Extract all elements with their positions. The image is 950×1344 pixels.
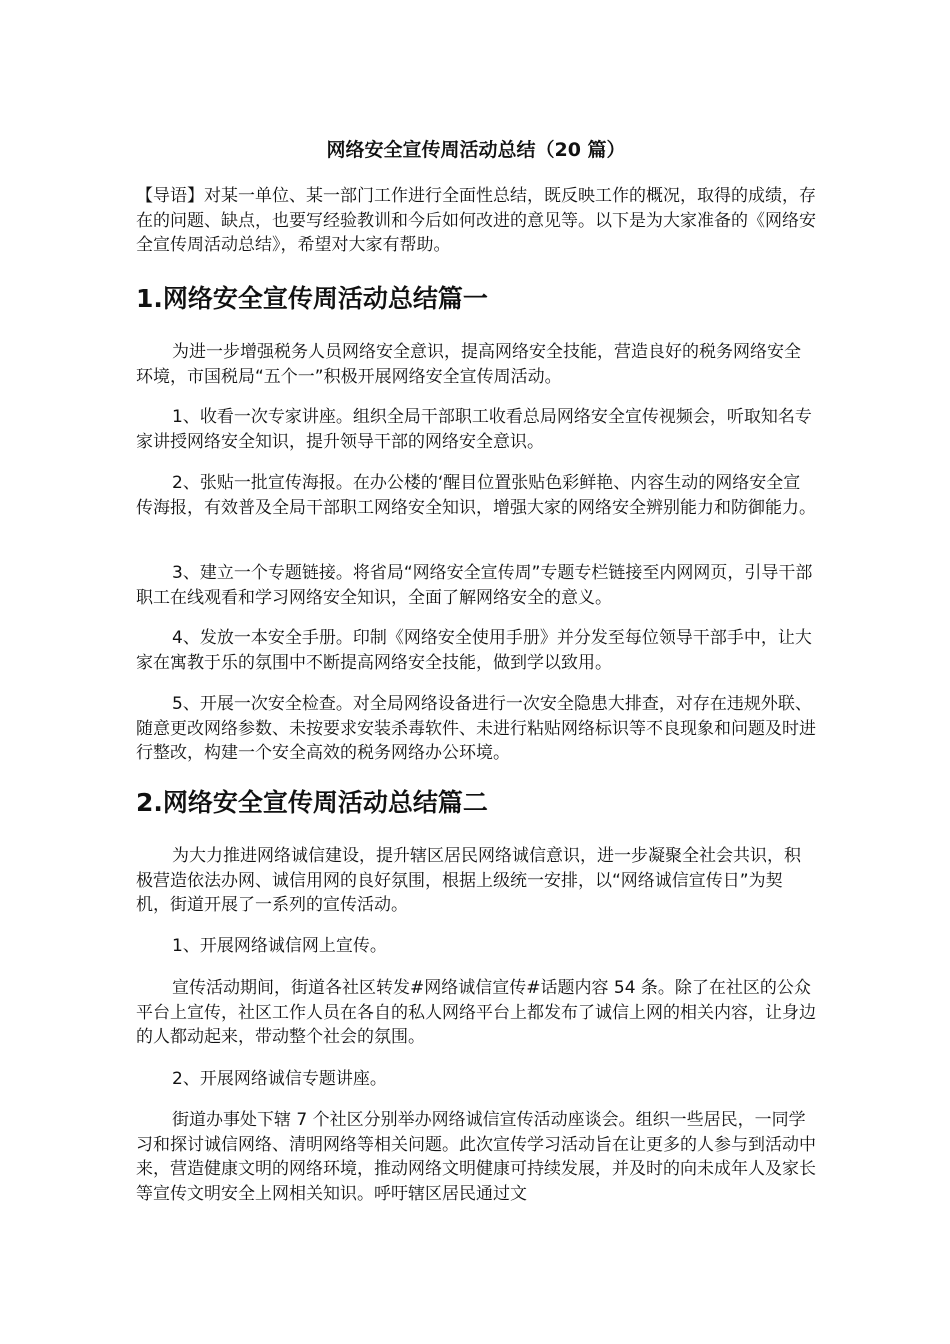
paragraph: 为进一步增强税务人员网络安全意识，提高网络安全技能，营造良好的税务网络安全环境，市国税局“五个一”积极开展网络安全宣传周活动。 (136, 342, 801, 387)
paragraph: 街道办事处下辖 7 个社区分别举办网络诚信宣传活动座谈会。组织一些居民，一同学习和探讨诚信网络、清明网络等相关问题。此次宣传学习活动旨在让更多的人参与到活动中来，营造健康文明的网络环境，推动网络文明健康可持续发展，并及时的向未成年人及家长等宣传文明安全上网相关知识。呼吁辖区居民通过文 (136, 1110, 816, 1204)
paragraph: 为大力推进网络诚信建设，提升辖区居民网络诚信意识，进一步凝聚全社会共识，积极营造依法办网、诚信用网的良好氛围，根据上级统一安排，以“网络诚信宣传日”为契机，街道开展了一系列的宣传活动。 (136, 846, 801, 915)
paragraph: 3、建立一个专题链接。将省局“网络安全宣传周”专题专栏链接至内网网页，引导干部职工在线观看和学习网络安全知识，全面了解网络安全的意义。 (136, 563, 813, 608)
section-heading-2: 2.网络安全宣传周活动总结篇二 (136, 788, 488, 817)
document-title: 网络安全宣传周活动总结（20 篇） (326, 139, 626, 161)
paragraph: 2、开展网络诚信专题讲座。 (172, 1069, 387, 1089)
paragraph: 1、开展网络诚信网上宣传。 (172, 936, 387, 956)
intro-paragraph: 【导语】对某一单位、某一部门工作进行全面性总结，既反映工作的概况，取得的成绩，存在的问题、缺点，也要写经验教训和今后如何改进的意见等。以下是为大家准备的《网络安全宣传周活动总结》，希望对大家有帮助。 (136, 186, 816, 255)
paragraph: 1、收看一次专家讲座。组织全局干部职工收看总局网络安全宣传视频会，听取知名专家讲授网络安全知识，提升领导干部的网络安全意识。 (136, 407, 812, 452)
paragraph: 2、张贴一批宣传海报。在办公楼的‘醒目位置张贴色彩鲜艳、内容生动的网络安全宣传海报，有效普及全局干部职工网络安全知识，增强大家的网络安全辨别能力和防御能力。 (136, 473, 816, 518)
paragraph: 宣传活动期间，街道各社区转发#网络诚信宣传#话题内容 54 条。除了在社区的公众平台上宣传，社区工作人员在各自的私人网络平台上都发布了诚信上网的相关内容，让身边的人都动起来，带动整个社会的氛围。 (136, 978, 816, 1047)
paragraph: 4、发放一本安全手册。印制《网络安全使用手册》并分发至每位领导干部手中，让大家在寓教于乐的氛围中不断提高网络安全技能，做到学以致用。 (136, 628, 812, 673)
paragraph: 5、开展一次安全检查。对全局网络设备进行一次安全隐患大排查，对存在违规外联、随意更改网络参数、未按要求安装杀毒软件、未进行粘贴网络标识等不良现象和问题及时进行整改，构建一个安全高效的税务网络办公环境。 (136, 694, 816, 763)
section-heading-1: 1.网络安全宣传周活动总结篇一 (136, 284, 488, 313)
